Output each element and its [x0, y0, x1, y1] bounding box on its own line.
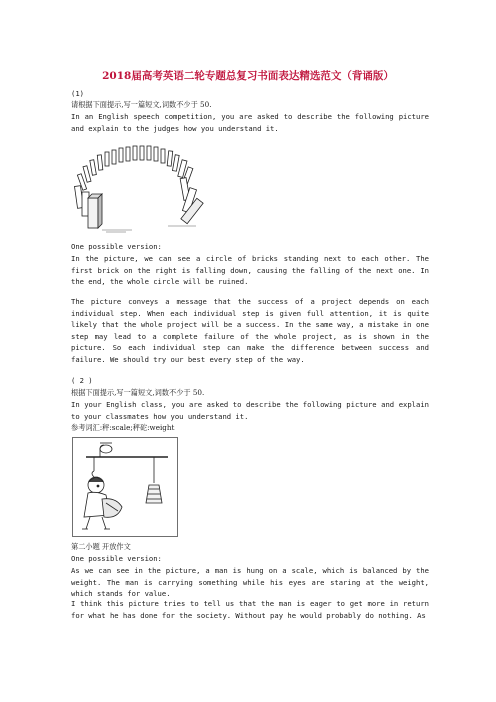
section2-subtitle: 第二小题 开放作文	[71, 542, 131, 551]
section1-paragraph-1: In the picture, we can see a circle of bricks standing next to each other. The first brick on the right is falling down, causing the falling of the next one. In the end, the whole circle will be ruined.	[71, 254, 429, 286]
section2-number: ( 2 )	[71, 376, 93, 385]
section1-version-label: One possible version:	[71, 242, 162, 251]
section1-instruction: 请根据下面提示,写一篇短文,词数不少于 50.	[71, 100, 212, 109]
section1-task: In an English speech competition, you are asked to describe the following picture and explain to the judges how you understand it.	[71, 112, 429, 133]
section2-task: In your English class, you are asked to describe the following picture and explain to your classmates how you understand it.	[71, 400, 429, 421]
document-title: 2018届高考英语二轮专题总复习书面表达精选范文（背诵版）	[102, 70, 394, 82]
section2-version-label: One possible version:	[71, 554, 162, 563]
section2-paragraph-1: As we can see in the picture, a man is hung on a scale, which is balanced by the weight. The man is carrying something while his eyes are staring at the weight, which stands for value.	[71, 566, 429, 598]
section1-paragraph-2: The picture conveys a message that the success of a project depends on each individual step. When each individual step is given full attention, it is quite likely that the whole project will be a success. In the same way, a mistake in one step may lead to a complete failure of the whole project, as is shown in the picture. So each individual step can make the difference between success and failure. We should try our best every step of the way.	[71, 297, 429, 364]
section2-paragraph-2: I think this picture tries to tell us that the man is eager to get more in return for what he has done for the society. Without pay he would probably do nothing. As	[71, 599, 429, 620]
man-on-scale-illustration	[72, 437, 178, 537]
section1-number: (1)	[71, 89, 84, 98]
circle-of-bricks-illustration	[72, 140, 204, 236]
section2-instruction: 根据下面提示,写一篇短文,词数不少于 50.	[71, 388, 205, 397]
section2-vocab: 参考词汇:秤:scale;秤砣:weight	[71, 423, 175, 432]
